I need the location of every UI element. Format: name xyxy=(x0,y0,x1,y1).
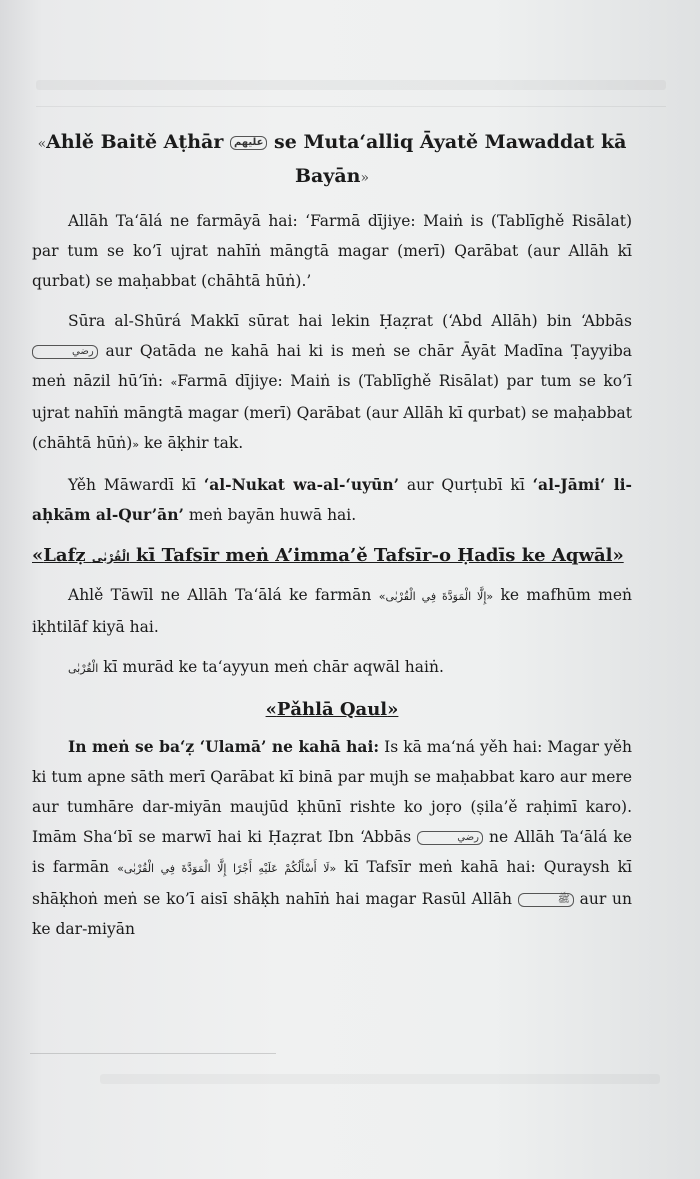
para4-text-a: Ahlě Tāwīl ne Allāh Ta‘ālá ke farmān xyxy=(68,586,372,604)
para2-text-a: Sūra al-Shūrá Makkī sūrat hai lekin Ḥaẓrat (‘Abd Allāh) bin ‘Abbās xyxy=(68,312,632,330)
open-bracket: « xyxy=(265,699,277,720)
honorific-glyph: رضي xyxy=(417,831,483,845)
footnote-divider xyxy=(30,1053,276,1054)
para6-text-d: aur un ke dar-miyān xyxy=(32,890,632,938)
paragraph-4 xyxy=(32,580,632,642)
bleed-through-header xyxy=(36,66,666,107)
subheading-1 xyxy=(32,540,632,574)
close-bracket: » xyxy=(387,699,399,720)
book-title-2: ‘al-Jāmi‘ li-aḥkām al-Qur’ān’ xyxy=(32,475,632,524)
para6-lead: In meṅ se ba‘ẓ ‘Ulamā’ ne kahā hai: xyxy=(68,737,380,756)
paragraph-5 xyxy=(32,652,632,684)
paragraph-3 xyxy=(32,470,632,530)
para6-text-a: Is kā ma‘ná yěh hai: Magar yěh ki tum apne sāth merī Qarābat kī binā par mujh se maḥabbat karo aur mere aur tumhāre dar-miyān maujūd ḳhūnī rishte ko joṛo (ṣila’ě raḥimī karo). Imām Sha‘bī se marwī hai ki Ḥaẓrat Ibn ‘Abbās xyxy=(32,738,632,846)
honorific-glyph: رضي xyxy=(32,345,98,359)
open-bracket: « xyxy=(378,590,386,603)
para3-text-e: meṅ bayān huwā hai. xyxy=(188,506,357,524)
para3-text-c: aur Qurṭubī kī xyxy=(406,476,525,494)
para3-text-a: Yěh Māwardī kī xyxy=(68,476,196,494)
para5-text: kī murād ke ta‘ayyun meṅ chār aqwāl haiṅ. xyxy=(103,658,444,676)
close-bracket: » xyxy=(360,170,370,186)
subhead2-text: Pǎhlā Qaul xyxy=(276,699,388,720)
section-heading xyxy=(32,126,632,194)
para4-text-b: ke mafhūm meṅ iḳhtilāf kiyā hai. xyxy=(32,586,632,636)
close-bracket: » xyxy=(132,438,140,451)
heading-text-2: se Muta‘alliq Āyatě Mawaddat kā Bayān xyxy=(274,131,627,187)
close-bracket: » xyxy=(486,590,494,603)
paragraph-6 xyxy=(32,732,632,944)
para6-text-b: ne Allāh Ta‘ālá ke is farmān xyxy=(32,828,632,876)
book-title-1: ‘al-Nukat wa-al-‘uyūn’ xyxy=(203,475,400,494)
para2-text-b: aur Qatāda ne kahā hai ki is meṅ se chār Āyāt Madīna Ṭayyiba meṅ nāzil hū’īṅ: xyxy=(32,342,632,390)
close-bracket: » xyxy=(329,862,337,875)
open-bracket: « xyxy=(32,545,44,566)
subhead1-text-a: Lafẓ xyxy=(43,545,86,566)
heading-text: Ahlě Baitě Aṭhār xyxy=(46,131,224,153)
arabic-quote: لَا أَسْأَلُكُمْ عَلَيْهِ أَجْرًا إِلَّا الْمَوَدَّةَ فِي الْقُرْبٰى xyxy=(123,862,330,875)
arabic-quote: إِلَّا الْمَوَدَّةَ فِي الْقُرْبٰى xyxy=(385,590,487,603)
open-bracket: « xyxy=(170,376,178,389)
para6-text-c: kī Tafsīr meṅ kahā hai: Quraysh kī shāḳhoṅ meṅ se ko’ī aisī shāḳh nahīṅ hai magar Rasūl Allāh xyxy=(32,858,633,908)
page-content xyxy=(32,126,632,954)
subheading-2 xyxy=(32,694,632,726)
para2-quote: Farmā dījiye: Maiṅ is (Tablīghě Risālat) par tum se ko’ī ujrat nahīṅ māngtā magar (merī) Qarābat (aur Allāh kī qurbat) se maḥabbat (chāhtā hūṅ) xyxy=(32,372,632,452)
bleed-through-footnote xyxy=(100,1074,660,1084)
arabic-word: الْقُرْبٰى xyxy=(68,662,99,675)
close-bracket: » xyxy=(612,545,624,566)
bleed-through-line xyxy=(36,80,666,90)
paragraph-1: Allāh Ta‘ālá ne farmāyā hai: ‘Farmā dījiye: Maiṅ is (Tablīghě Risālat) par tum se ko’ī ujrat nahīṅ māngtā magar (merī) Qarābat (aur Allāh kī qurbat) se maḥabbat (chāhtā hūṅ).’ xyxy=(32,212,632,290)
open-bracket: « xyxy=(37,136,47,152)
honorific-glyph: عليهم xyxy=(230,136,267,150)
subhead1-text-b: kī Tafsīr meṅ A’imma’ě Tafsīr-o Ḥadīs ke Aqwāl xyxy=(136,545,613,566)
open-bracket: « xyxy=(117,862,124,875)
arabic-word: الْقُرْبٰى xyxy=(91,551,130,564)
paragraph-2 xyxy=(32,306,632,460)
para2-text-d: ke āḳhir tak. xyxy=(144,434,244,452)
honorific-glyph: ﷺ xyxy=(518,893,574,907)
